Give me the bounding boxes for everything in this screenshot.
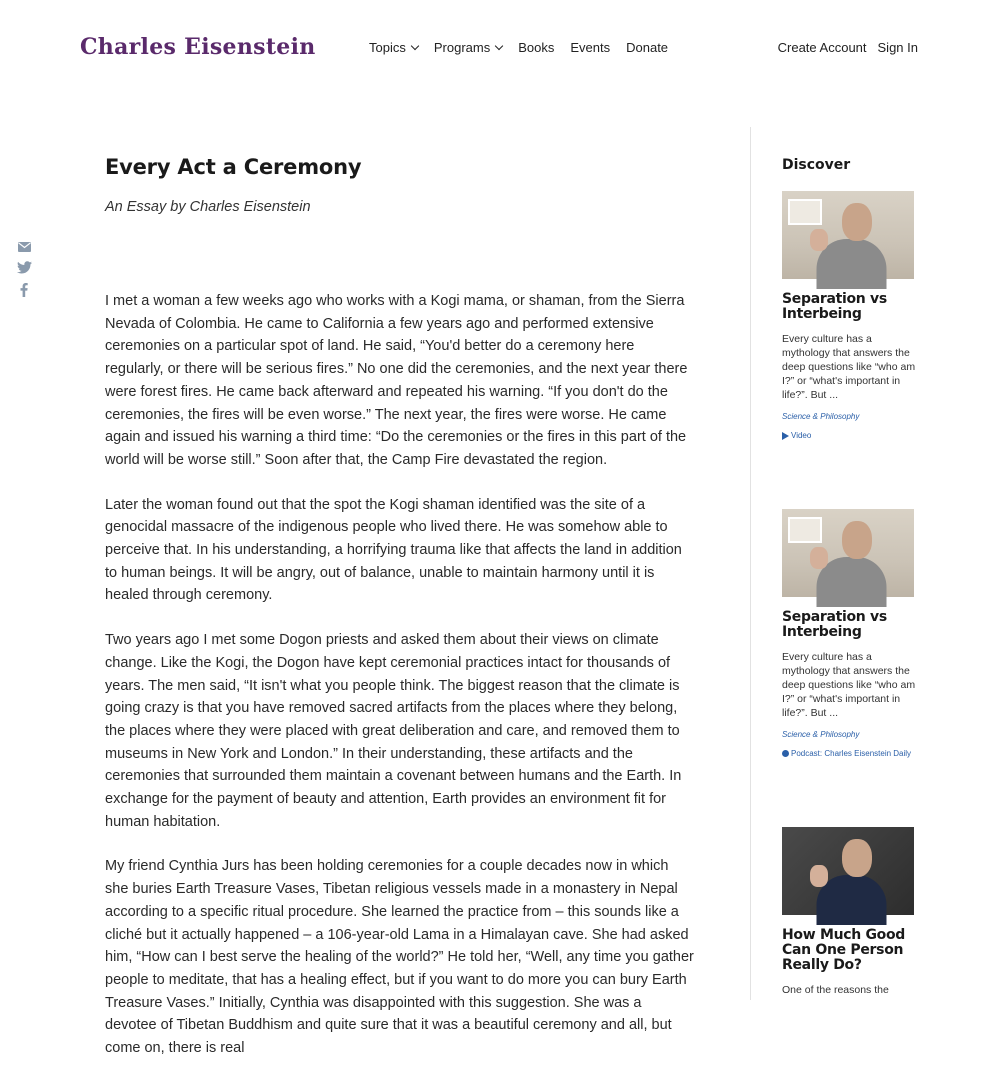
play-icon <box>782 432 789 440</box>
card-category[interactable]: Science & Philosophy <box>782 730 860 739</box>
podcast-icon <box>782 750 789 757</box>
facebook-icon[interactable] <box>20 283 28 297</box>
nav-programs[interactable] <box>434 40 502 55</box>
card-category[interactable]: Science & Philosophy <box>782 412 860 421</box>
card-title[interactable]: Separation vs Interbeing <box>782 291 887 322</box>
share-bar <box>16 242 32 297</box>
nav-topics[interactable] <box>369 40 418 55</box>
discover-card[interactable] <box>782 827 916 997</box>
chevron-down-icon <box>411 41 419 49</box>
card-thumbnail[interactable] <box>782 191 914 279</box>
discover-card[interactable] <box>782 191 916 440</box>
sidebar-divider <box>750 127 751 1000</box>
twitter-icon[interactable] <box>17 261 32 274</box>
article-body <box>105 290 695 1082</box>
card-type[interactable] <box>782 749 916 758</box>
nav-events[interactable] <box>570 40 610 55</box>
article <box>105 155 695 1057</box>
article-paragraph: My friend Cynthia Jurs has been holding ceremonies for a couple decades now in which she buries Earth Treasure Vases, Tibetan religious vessels made in a monastery in Nepal according to a specific ritual procedure. She learned the practice from – this sounds like a cliché but it actually happened – a 106-year-old Lama in a Himalayan cave. She had asked him, “How can I best serve the healing of the world?” He told her, “Well, any time you gather people to meditate, that has a healing effect, but if you want to do more you can bury Earth Treasure Vases.” Initially, Cynthia was disappointed with this suggestion. She was a devotee of Tibetan Buddhism and quite sure that it was a beautiful ceremony and all, but come on, there is real <box>105 858 694 1057</box>
card-type-label: Video <box>791 431 812 440</box>
card-title[interactable]: Separation vs Interbeing <box>782 609 887 640</box>
card-description: One of the reasons the <box>782 984 889 996</box>
create-account-link[interactable]: Create Account <box>777 40 867 55</box>
nav-events-label: Events <box>570 40 611 55</box>
article-subtitle: An Essay by Charles Eisenstein <box>105 199 311 215</box>
chevron-down-icon <box>495 41 503 49</box>
article-paragraph: I met a woman a few weeks ago who works with a Kogi mama, or shaman, from the Sierra Nevada of Colombia. He came to California a few years ago and performed extensive ceremonies on a particular spot of land. He said, “You'd better do a ceremony here regularly, or there will be serious fires.” No one did the ceremonies, and the next year there were forest fires. He came back afterward and repeated his warning. “If you don't do the ceremonies, the fires will be even worse.” The next year, the fires were worse. He came again and issued his warning a third time: “Do the ceremonies or the fires in this part of the world will be worse still.” Soon after that, the Camp Fire devastated the region. <box>105 293 688 468</box>
card-type-label: Podcast: Charles Eisenstein Daily <box>791 749 912 758</box>
article-paragraph: Later the woman found out that the spot the Kogi shaman identified was the site of a genocidal massacre of the indigenous people who lived there. He was somehow able to perceive that. In his understanding, a horrifying trauma like that affects the land in addition to human beings. It will be angry, out of balance, unable to maintain harmony until it is healed through ceremony. <box>105 496 682 604</box>
nav-topics-label: Topics <box>369 40 406 55</box>
account-links <box>778 40 918 55</box>
main-nav <box>369 40 668 55</box>
site-logo[interactable]: Charles Eisenstein <box>80 34 316 60</box>
nav-programs-label: Programs <box>433 40 491 55</box>
nav-donate[interactable] <box>626 40 668 55</box>
nav-books-label: Books <box>518 40 555 55</box>
sign-in-link[interactable]: Sign In <box>877 40 918 55</box>
card-thumbnail[interactable] <box>782 827 914 915</box>
article-title: Every Act a Ceremony <box>105 155 362 179</box>
card-thumbnail[interactable] <box>782 509 914 597</box>
nav-donate-label: Donate <box>626 40 669 55</box>
nav-books[interactable] <box>518 40 554 55</box>
mail-icon[interactable] <box>18 242 31 252</box>
discover-card[interactable] <box>782 509 916 758</box>
article-paragraph: Two years ago I met some Dogon priests and asked them about their views on climate change. Like the Kogi, the Dogon have kept ceremonial practices intact for thousands of years. The men said, “It isn't what you people think. The biggest reason that the climate is going crazy is that you have removed sacred artifacts from the places where they belong, the places where they were placed with great deliberation and care, and removed them to museums in New York and London.” In their understanding, these artifacts and the ceremonies that surrounded them maintain a covenant between humans and the Earth. In exchange for the payment of beauty and attention, Earth provides an environment fit for human habitation. <box>105 632 682 830</box>
card-description: Every culture has a mythology that answers the deep questions like “who am I?” or “what's important in life?”. But ... <box>782 651 916 719</box>
card-description: Every culture has a mythology that answers the deep questions like “who am I?” or “what's important in life?”. But ... <box>782 333 916 401</box>
sidebar-heading: Discover <box>782 157 851 173</box>
card-type[interactable] <box>782 431 916 440</box>
card-title[interactable]: How Much Good Can One Person Really Do? <box>782 927 906 973</box>
